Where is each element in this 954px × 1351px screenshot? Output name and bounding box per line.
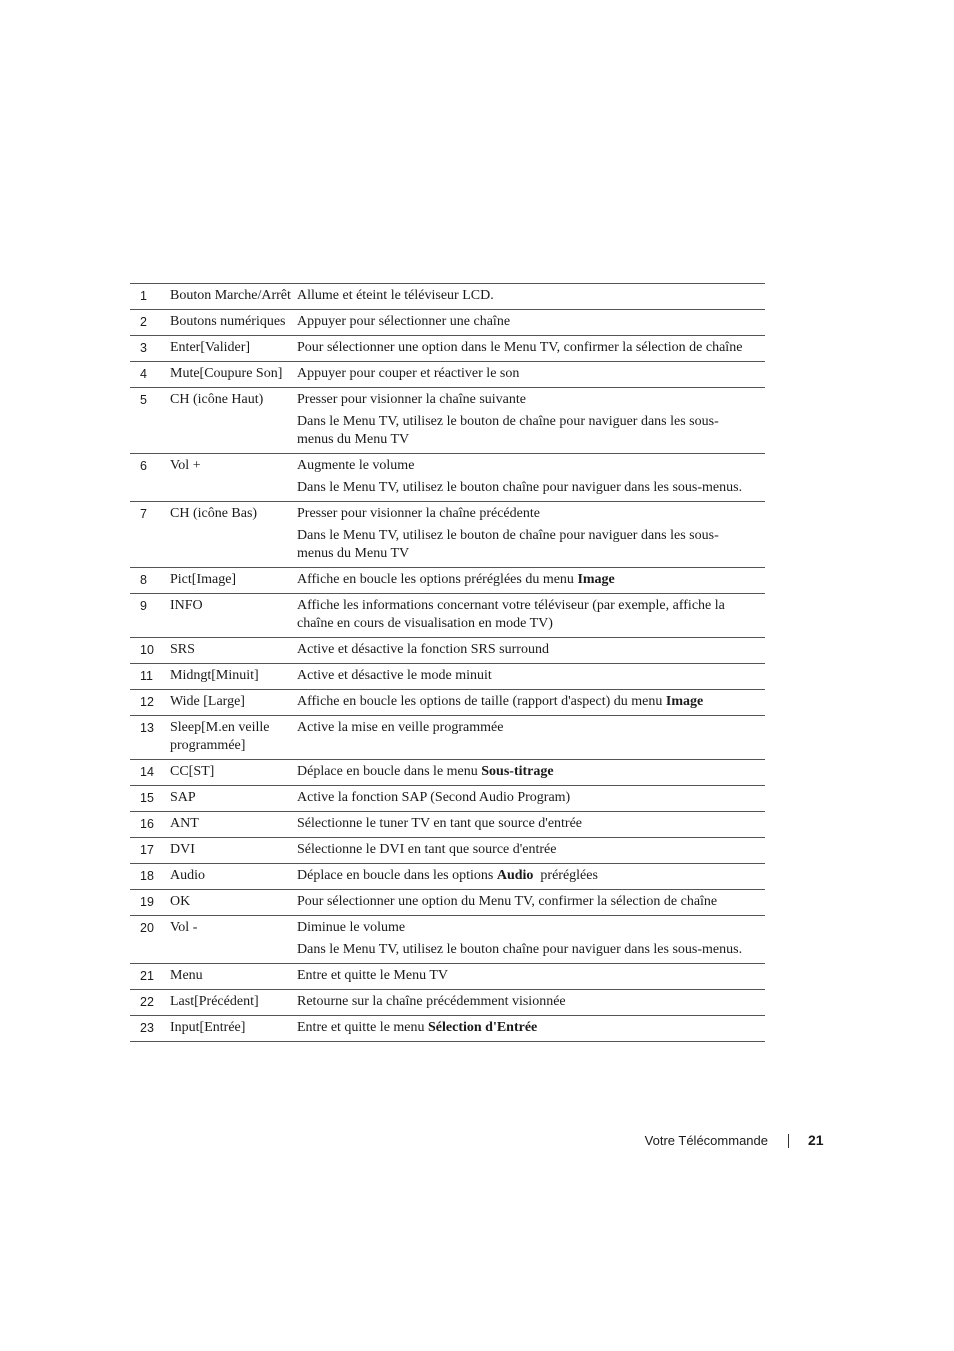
row-number: 23 [140,1021,154,1035]
description-paragraph: Sélectionne le DVI en tant que source d'entrée [297,842,557,857]
row-number: 21 [140,969,154,983]
table-row [130,594,765,638]
button-description [297,964,765,990]
button-description [297,690,765,716]
description-paragraph: Pour sélectionner une option dans le Menu TV, confirmer la sélection de chaîne [297,340,743,355]
description-paragraph: Diminue le volume [297,920,406,935]
description-paragraph: Active et désactive le mode minuit [297,668,492,683]
row-number: 22 [140,995,154,1009]
button-description [297,336,765,362]
menu-name-emphasis: Image [577,572,615,587]
table-row [130,786,765,812]
button-description [297,990,765,1016]
button-name: SAP [170,790,196,805]
button-name: Vol + [170,458,201,473]
button-description [297,838,765,864]
button-name: Last[Précédent] [170,994,259,1009]
button-description [297,568,765,594]
button-name: Pict[Image] [170,572,237,587]
table-row [130,690,765,716]
button-name: ANT [170,816,199,831]
button-description [297,284,765,310]
table-row [130,454,765,502]
button-description [297,638,765,664]
button-name: Audio [170,868,205,883]
button-description [297,760,765,786]
button-description [297,454,765,502]
button-description [297,890,765,916]
button-name: Sleep[M.en veille programmée] [170,720,270,753]
footer-separator [788,1134,789,1148]
row-number: 2 [140,315,147,329]
table-row [130,838,765,864]
row-number: 8 [140,573,147,587]
row-number: 4 [140,367,147,381]
menu-name-emphasis: Sous-titrage [481,764,554,779]
description-text: Entre et quitte le menu [297,1020,429,1035]
description-paragraph [297,763,751,781]
row-number: 12 [140,695,154,709]
description-paragraph: Dans le Menu TV, utilisez le bouton de chaîne pour naviguer dans les sous-menus du Menu TV [297,414,719,447]
button-name: Enter[Valider] [170,340,251,355]
menu-name-emphasis: Sélection d'Entrée [428,1020,538,1035]
row-number: 18 [140,869,154,883]
button-name: Mute[Coupure Son] [170,366,283,381]
table-row [130,638,765,664]
button-description [297,310,765,336]
page-footer [0,1131,954,1153]
description-paragraph: Active et désactive la fonction SRS surround [297,642,549,657]
row-number: 13 [140,721,154,735]
table-row [130,284,765,310]
button-name: Wide [Large] [170,694,245,709]
table-row [130,812,765,838]
row-number: 17 [140,843,154,857]
description-text: préréglées [533,868,598,883]
description-paragraph: Presser pour visionner la chaîne suivante [297,392,526,407]
button-name: Bouton Marche/Arrêt [170,288,291,303]
table-row [130,890,765,916]
row-number: 5 [140,393,147,407]
description-paragraph [297,867,751,885]
table-row [130,568,765,594]
row-number: 19 [140,895,154,909]
button-description [297,786,765,812]
button-description [297,716,765,760]
description-paragraph [297,1019,751,1037]
row-number: 16 [140,817,154,831]
footer-section-title: Votre Télécommande [644,1133,768,1148]
button-name: INFO [170,598,203,613]
button-description [297,916,765,964]
row-number: 20 [140,921,154,935]
row-number: 3 [140,341,147,355]
button-description [297,1016,765,1042]
row-number: 10 [140,643,154,657]
button-description [297,502,765,568]
button-description [297,664,765,690]
table-row [130,864,765,890]
table-row [130,388,765,454]
button-description [297,388,765,454]
description-text: Affiche en boucle les options préréglées du menu [297,572,578,587]
description-paragraph: Presser pour visionner la chaîne précédente [297,506,540,521]
page-number: 21 [808,1132,824,1148]
button-name: DVI [170,842,195,857]
description-paragraph: Affiche les informations concernant votre téléviseur (par exemple, affiche la chaîne en cours de visualisation en mode TV) [297,598,725,631]
button-description [297,812,765,838]
button-description [297,362,765,388]
description-paragraph: Appuyer pour couper et réactiver le son [297,366,520,381]
menu-name-emphasis: Audio [496,868,534,883]
table-row [130,916,765,964]
button-description [297,864,765,890]
description-text: Déplace en boucle dans les options [297,868,497,883]
description-paragraph: Augmente le volume [297,458,415,473]
description-text: Déplace en boucle dans le menu [297,764,482,779]
description-paragraph: Pour sélectionner une option du Menu TV, confirmer la sélection de chaîne [297,894,718,909]
table-row [130,964,765,990]
description-paragraph: Allume et éteint le téléviseur LCD. [297,288,494,303]
table-row [130,1016,765,1042]
row-number: 15 [140,791,154,805]
table-row [130,336,765,362]
button-name: SRS [170,642,195,657]
row-number: 9 [140,599,147,613]
description-paragraph: Active la fonction SAP (Second Audio Program) [297,790,571,805]
row-number: 7 [140,507,147,521]
description-paragraph: Dans le Menu TV, utilisez le bouton de chaîne pour naviguer dans les sous-menus du Menu TV [297,528,719,561]
description-paragraph: Dans le Menu TV, utilisez le bouton chaîne pour naviguer dans les sous-menus. [297,480,743,495]
button-name: Menu [170,968,203,983]
table-row [130,760,765,786]
row-number: 11 [140,669,153,683]
menu-name-emphasis: Image [665,694,704,709]
description-paragraph: Active la mise en veille programmée [297,720,504,735]
table-body [130,284,765,1042]
button-name: Boutons numériques [170,314,286,329]
description-paragraph: Entre et quitte le Menu TV [297,968,448,983]
table-row [130,664,765,690]
description-paragraph: Appuyer pour sélectionner une chaîne [297,314,511,329]
description-text: Affiche en boucle les options de taille (rapport d'aspect) du menu [297,694,666,709]
table-row [130,502,765,568]
table-row [130,990,765,1016]
button-name: CC[ST] [170,764,215,779]
table-row [130,310,765,336]
button-name: Vol - [170,920,198,935]
button-name: OK [170,894,191,909]
description-paragraph [297,571,751,589]
button-name: CH (icône Bas) [170,506,258,521]
table-row [130,716,765,760]
remote-control-reference-table [130,283,765,1042]
row-number: 1 [140,289,147,303]
button-name: CH (icône Haut) [170,392,264,407]
description-paragraph: Retourne sur la chaîne précédemment visionnée [297,994,566,1009]
row-number: 14 [140,765,154,779]
button-name: Input[Entrée] [170,1020,246,1035]
table-row [130,362,765,388]
button-description [297,594,765,638]
row-number: 6 [140,459,147,473]
description-paragraph: Sélectionne le tuner TV en tant que source d'entrée [297,816,583,831]
button-name: Midngt[Minuit] [170,668,259,683]
description-paragraph [297,693,751,711]
description-paragraph: Dans le Menu TV, utilisez le bouton chaîne pour naviguer dans les sous-menus. [297,942,743,957]
